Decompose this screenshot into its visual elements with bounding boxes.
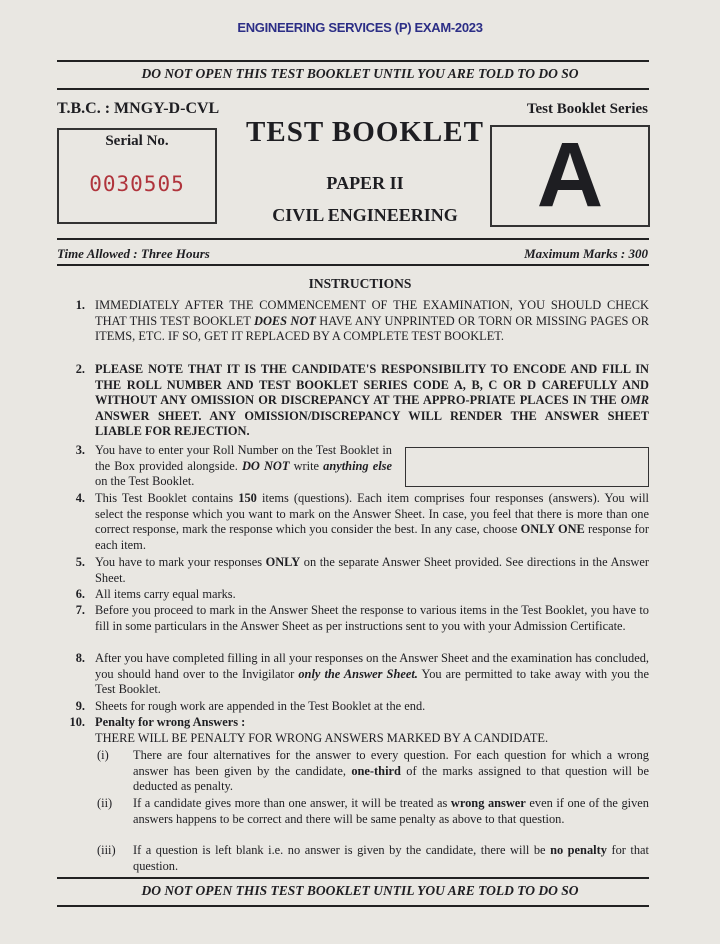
instruction-5	[57, 555, 649, 587]
instruction-text: IMMEDIATELY AFTER THE COMMENCEMENT OF THE EXAMINATION, YOU SHOULD CHECK THAT THIS TEST BOOKLET	[95, 298, 649, 328]
penalty-point-1	[57, 748, 649, 796]
instruction-emphasis: DOES NOT	[254, 313, 316, 328]
penalty-point-2	[57, 796, 649, 844]
instruction-number: 8.	[75, 651, 85, 665]
roll-number-box[interactable]	[405, 447, 649, 487]
point-marker: (i)	[97, 748, 109, 762]
top-rule-2	[57, 88, 649, 90]
instruction-2	[57, 362, 649, 442]
instruction-text: You are permitted to take away with you the Test Booklet.	[95, 666, 649, 697]
instruction-text: write	[289, 458, 324, 473]
instruction-text: Before you proceed to mark in the Answer Sheet the response to various items in the Test Booklet, you have to fill in some particulars in the Answer Sheet as per instructions sent to you with your Admission Certificate.	[95, 603, 649, 633]
instruction-text: You have to enter your Roll Number on the Test Booklet in the Box provided alongside.	[95, 443, 392, 473]
instruction-4	[57, 491, 649, 555]
maximum-marks: Maximum Marks : 300	[524, 246, 648, 261]
instruction-text: on the Test Booklet.	[95, 474, 195, 489]
instruction-text: items (questions). Each item comprises four responses (answers). You will select the response which you want to mark on the Answer Sheet. In case, you feel that there is more than one correct response, mark the response which you consider the best. In any case, choose	[95, 491, 649, 537]
top-rule	[57, 60, 649, 62]
penalty-point-3	[57, 843, 649, 875]
instruction-8	[57, 651, 649, 699]
instruction-text: response for each item.	[95, 522, 649, 552]
instruction-emphasis: 150	[238, 491, 257, 505]
instruction-text: After you have completed filling in all your responses on the Answer Sheet and the examination has concluded, you should hand over to the Invigilator	[95, 651, 649, 681]
instruction-emphasis: only the Answer Sheet.	[298, 666, 418, 681]
penalty-title: Penalty for wrong Answers :	[95, 715, 246, 729]
instruction-number: 5.	[75, 555, 85, 569]
instruction-number: 3.	[75, 443, 85, 457]
point-text: for that question.	[133, 843, 649, 873]
instruction-text: PLEASE NOTE THAT IT IS THE CANDIDATE'S RESPONSIBILITY TO ENCODE AND FILL IN THE ROLL NUMBER AND TEST BOOKLET SERIES CODE A, B, C OR D CAREFULLY AND WITHOUT ANY OMISSION OR DISCREPANCY AT THE APPRO-PRIATE PLACES IN THE	[95, 362, 649, 408]
serial-number: 0030505	[89, 172, 185, 196]
instruction-number: 9.	[75, 699, 85, 713]
point-marker: (ii)	[97, 796, 113, 810]
series-letter: A	[536, 124, 604, 226]
bottom-rule-2	[57, 905, 649, 907]
instruction-emphasis: ONLY ONE	[520, 522, 585, 537]
exam-name: ENGINEERING SERVICES (P) EXAM-2023	[237, 20, 483, 35]
point-marker: (iii)	[97, 843, 116, 857]
booklet-title: TEST BOOKLET	[246, 116, 484, 148]
instructions-heading: INSTRUCTIONS	[308, 276, 412, 291]
point-text: If a candidate gives more than one answer, it will be treated as	[133, 796, 451, 810]
instruction-text: HAVE ANY UNPRINTED OR TORN OR MISSING PAGES OR ITEMS, ETC. IF SO, GET IT REPLACED BY A COMPLETE TEST BOOKLET.	[95, 313, 649, 344]
point-text: of the marks assigned to that question will be deducted as penalty.	[133, 763, 649, 794]
instruction-number: 1.	[75, 298, 85, 312]
instruction-emphasis: DO NOT	[241, 458, 290, 473]
instruction-number: 2.	[75, 362, 85, 376]
penalty-line: THERE WILL BE PENALTY FOR WRONG ANSWERS MARKED BY A CANDIDATE.	[95, 731, 549, 745]
instruction-3	[57, 443, 392, 491]
instruction-text: on the separate Answer Sheet provided. See directions in the Answer Sheet.	[95, 555, 649, 585]
instruction-text: Sheets for rough work are appended in the Test Booklet at the end.	[95, 699, 426, 713]
time-allowed: Time Allowed : Three Hours	[57, 246, 210, 261]
point-text: If a question is left blank i.e. no answer is given by the candidate, there will be	[133, 843, 551, 857]
tbc-code: T.B.C. : MNGY-D-CVL	[57, 100, 220, 117]
instruction-number: 6.	[75, 587, 85, 601]
bottom-warning: DO NOT OPEN THIS TEST BOOKLET UNTIL YOU ARE TOLD TO DO SO	[141, 883, 579, 898]
instruction-number: 4.	[75, 491, 85, 505]
point-emphasis: wrong answer	[450, 796, 526, 810]
point-text: There are four alternatives for the answer to every question. For each question for which a wrong answer has been given by the candidate,	[133, 748, 649, 778]
instruction-emphasis: OMR	[620, 393, 649, 408]
instruction-7	[57, 603, 649, 651]
instruction-emphasis: ONLY	[265, 555, 301, 569]
serial-label: Serial No.	[105, 133, 169, 149]
bottom-rule	[57, 877, 649, 879]
instruction-number: 7.	[75, 603, 85, 617]
header-rule-2	[57, 264, 649, 266]
instruction-10	[57, 715, 649, 875]
instruction-text: This Test Booklet contains	[95, 491, 239, 505]
instruction-text: ANSWER SHEET. ANY OMISSION/DISCREPANCY WILL RENDER THE ANSWER SHEET LIABLE FOR REJECTION.	[95, 408, 649, 439]
header-rule	[57, 238, 649, 240]
instruction-text: You have to mark your responses	[95, 555, 266, 569]
instruction-emphasis: anything else	[323, 458, 392, 473]
instruction-number: 10.	[69, 715, 85, 729]
series-label: Test Booklet Series	[526, 101, 648, 117]
instruction-text: All items carry equal marks.	[95, 587, 236, 601]
point-emphasis: no penalty	[550, 843, 607, 857]
paper-label: PAPER II	[326, 173, 404, 193]
subject-label: CIVIL ENGINEERING	[272, 205, 458, 225]
point-text: even if one of the given answers happens to be correct and there will be same penalty as above to that question.	[133, 796, 649, 826]
point-emphasis: one-third	[351, 763, 401, 778]
instruction-6	[57, 587, 649, 603]
instruction-9	[57, 699, 649, 715]
instruction-1	[57, 298, 649, 362]
top-warning: DO NOT OPEN THIS TEST BOOKLET UNTIL YOU ARE TOLD TO DO SO	[141, 66, 579, 81]
